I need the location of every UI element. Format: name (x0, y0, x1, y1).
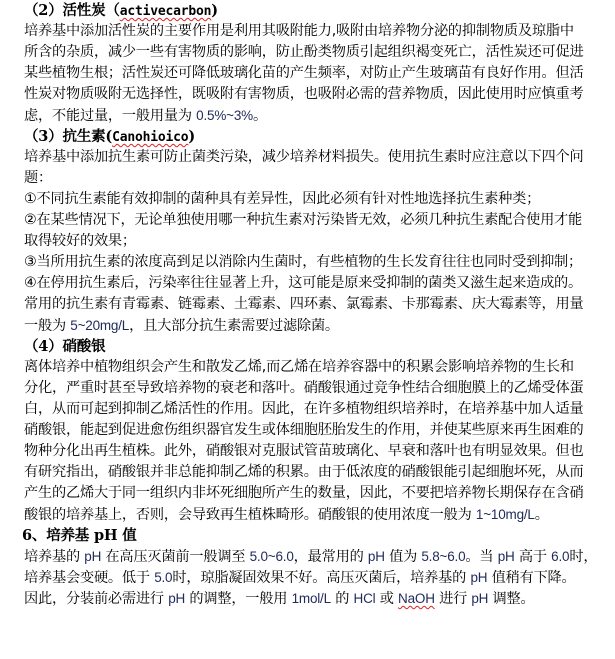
latin-term: 5.8~6.0 (421, 549, 466, 564)
dosage-value: 5~20mg/L (70, 318, 130, 333)
text: ，且大部分抗生素需要过滤除菌。 (129, 318, 339, 334)
text: 因此，分装前必需进行 (24, 591, 169, 607)
latin-term: pH (470, 570, 488, 585)
heading-text: （3）抗生素( (24, 128, 113, 145)
text: 进行 (434, 591, 472, 607)
text: 的 (330, 591, 354, 607)
paragraph-line: 离体培养中植物组织会产生和散发乙烯,而乙烯在培养容器中的积累会影响培养物的生长和 (24, 359, 574, 375)
text: 调整。 (488, 591, 535, 607)
heading-silver-nitrate: （4）硝酸银 (24, 338, 106, 355)
paragraph-line: 题： (24, 170, 52, 186)
latin-term: pH (497, 549, 515, 564)
latin-term: 5.0 (154, 570, 173, 585)
paragraph-line: 分化，严重时甚至导致培养物的衰老和落叶。硝酸银通过竞争性结合细胞膜上的乙烯受体蛋 (24, 380, 584, 396)
paragraph-line (24, 588, 594, 609)
dosage-value: 1~10mg/L (475, 507, 535, 522)
text: 。当 (465, 549, 498, 565)
text: 。 (252, 108, 267, 124)
heading-text: （2）活性炭（ (24, 2, 120, 19)
list-item: ③当所用抗生素的浓度高到足以消除内生菌时，有些植物的生长发育往往也同时受到抑制； (24, 254, 583, 270)
paragraph-line (24, 504, 594, 525)
paragraph-line: 培养基中添加活性炭的主要作用是利用其吸附能力,吸附由培养物分泌的抑制物质及琼脂中 (24, 23, 574, 39)
list-item: 取得较好的效果； (24, 233, 136, 249)
document-body (22, 0, 598, 609)
paragraph-line: 产生的乙烯大于同一组织内非坏死细胞所产生的数量，因此，不要把培养物长期保存在含硝 (24, 485, 584, 501)
latin-term: pH (168, 591, 186, 606)
text: 虑，不能过量，一般用量为 (24, 108, 197, 124)
heading-paren: ) (211, 2, 218, 19)
term-naoh: NaOH (398, 591, 435, 606)
paragraph-line: 物种分化出再生植株。此外，硝酸银对克服试管苗玻璃化、早衰和落叶也有明显效果。但也 (24, 443, 584, 459)
paragraph-line: 有研究指出，硝酸银并非总能抑制乙烯的积累。由于低浓度的硝酸银能引起细胞坏死，从而 (24, 464, 584, 480)
paragraph-line (24, 567, 594, 588)
heading-text: 值 (117, 527, 137, 544)
text: 高于 (514, 549, 552, 565)
latin-term: pH (84, 549, 102, 564)
text: 在高压灭菌前一般调至 (101, 549, 250, 565)
term-canohioico: Canohioico (112, 130, 189, 145)
text: 。 (534, 507, 549, 523)
heading-paren: ) (188, 128, 196, 145)
paragraph-line (24, 546, 598, 567)
text: 酸银的培养基上，否则，会导致再生植株畸形。硝酸银的使用浓度一般为 (24, 507, 476, 523)
paragraph-line (24, 315, 594, 336)
text: 值稍有下降。 (487, 570, 576, 586)
latin-term: pH (471, 591, 489, 606)
paragraph-line (24, 105, 594, 126)
list-item: ②在某些情况下，无论单独使用哪一种抗生素对污染皆无效，必须几种抗生素配合使用才能 (24, 212, 583, 228)
latin-term: 1mol/L (291, 591, 331, 606)
text: 培养基会变硬。低于 (24, 570, 155, 586)
paragraph-line: 常用的抗生素有青霉素、链霉素、土霉素、四环素、氯霉素、卡那霉素、庆大霉素等，用量 (24, 296, 584, 312)
dosage-value: 0.5%~3% (196, 108, 253, 123)
text: ，最常用的 (293, 549, 368, 565)
list-item: ①不同抗生素能有效抑制的菌种具有差异性，因此必须有针对性地选择抗生素种类； (24, 191, 541, 207)
heading-antibiotics (24, 126, 594, 147)
heading-medium-ph (22, 525, 594, 546)
text: 的调整，一般用 (185, 591, 292, 607)
paragraph-line: 某些植物生根；活性炭还可降低玻璃化苗的产生频率，对防止产生玻璃苗有良好作用。但活 (24, 65, 584, 81)
text: 培养基的 (24, 549, 85, 565)
latin-term: HCl (353, 591, 376, 606)
latin-term: 6.0 (551, 549, 570, 564)
paragraph-line: 白，从而可起到抑制乙烯活性的作用。因此，在许多植物组织培养时，在培养基中加人适量 (24, 401, 584, 417)
list-item: ④在停用抗生素后，污染率往往显著上升，这可能是原来受抑制的菌类又滋生起来造成的。 (24, 275, 583, 291)
latin-term: 5.0~6.0 (249, 549, 294, 564)
term-ph: pH (93, 527, 118, 544)
heading-activated-carbon (24, 0, 594, 21)
text: 时， (569, 549, 598, 565)
paragraph-line: 硝酸银，能起到促进愈伤组织器官发生或体细胞胚胎发生的作用，并使某些原来再生困难的 (24, 422, 584, 438)
term-activecarbon: activecarbon (119, 4, 212, 19)
text: 值为 (384, 549, 422, 565)
paragraph-line: 性炭对物质吸附无选择性，既吸附有害物质，也吸附必需的营养物质，因此使用时应慎重考 (24, 86, 584, 102)
paragraph-line: 所含的杂质，减少一些有害物质的影响，防止酚类物质引起组织褐变死亡，活性炭还可促进 (24, 44, 584, 60)
paragraph-line: 培养基中添加抗生素可防止菌类污染，减少培养材料损失。使用抗生素时应注意以下四个问 (24, 149, 584, 165)
heading-text: 6、培养基 (22, 527, 94, 544)
text: 一般为 (24, 318, 71, 334)
latin-term: pH (367, 549, 385, 564)
text: 或 (375, 591, 399, 607)
text: 时，琼脂凝固效果不好。高压灭菌后，培养基的 (172, 570, 471, 586)
